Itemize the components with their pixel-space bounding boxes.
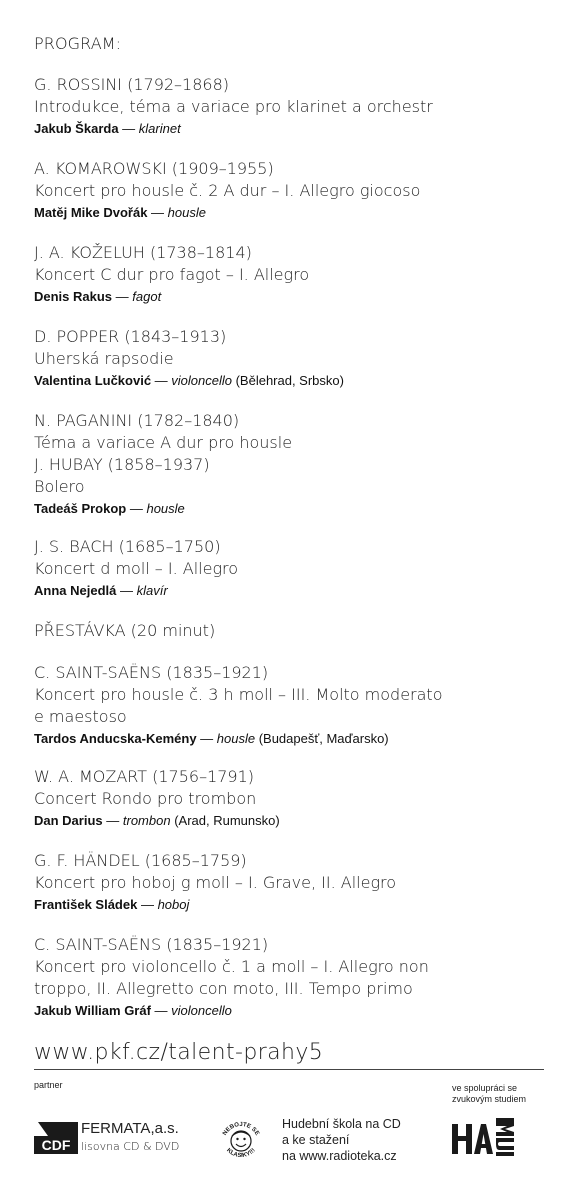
svg-text:NEBOJTE SE: NEBOJTE SE	[222, 1121, 260, 1137]
composer-line: W. A. MOZART (1756–1791)	[34, 767, 255, 786]
hamu-logo-text: HAMU	[452, 1116, 456, 1117]
performer-origin: (Bělehrad, Srbsko)	[231, 373, 344, 388]
performer-name: František Sládek	[34, 897, 138, 912]
performer-instrument: klarinet	[138, 121, 181, 136]
composer-line: G. F. HÄNDEL (1685–1759)	[34, 851, 247, 870]
performer-separator: —	[151, 373, 172, 388]
composer-line: J. A. KOŽELUH (1738–1814)	[34, 243, 252, 262]
cdf-logo-text: CDF	[41, 1137, 71, 1153]
program-item	[34, 934, 554, 1021]
work-line: J. HUBAY (1858–1937)	[34, 455, 210, 474]
program-item	[34, 620, 554, 642]
program-heading: PROGRAM:	[34, 34, 122, 53]
performer-line	[34, 499, 554, 519]
performer-name: Denis Rakus	[34, 289, 113, 304]
fermata-logo	[34, 1120, 204, 1160]
program-item	[34, 410, 554, 519]
cdf-logo-icon	[34, 1122, 78, 1154]
program-item	[34, 326, 554, 391]
performer-name: Valentina Lučković	[34, 373, 152, 388]
performer-instrument: trombon	[122, 813, 171, 828]
performer-name: Tardos Anducska-Kemény	[34, 731, 197, 746]
composer-line: D. POPPER (1843–1913)	[34, 327, 227, 346]
cooperation-line: zvukovým studiem	[452, 1094, 527, 1104]
composer-line: N. PAGANINI (1782–1840)	[34, 411, 240, 430]
performer-instrument: fagot	[132, 289, 162, 304]
work-line: Concert Rondo pro trombon	[34, 789, 257, 808]
work-line: Koncert pro housle č. 3 h moll – III. Molto moderato	[34, 685, 443, 704]
program-item	[34, 158, 554, 223]
performer-separator: —	[116, 583, 137, 598]
work-line: Téma a variace A dur pro housle	[34, 433, 293, 452]
fermata-name: FERMATA,a.s.	[81, 1120, 179, 1137]
performer-instrument: violoncello	[171, 373, 232, 388]
performer-line	[34, 371, 554, 391]
work-line: Koncert d moll – I. Allegro	[34, 559, 239, 578]
work-line: Koncert C dur pro fagot – I. Allegro	[34, 265, 310, 284]
performer-name: Anna Nejedlá	[34, 583, 117, 598]
program-item	[34, 766, 554, 831]
performer-separator: —	[137, 897, 158, 912]
performer-separator: —	[147, 205, 168, 220]
partner-label: partner	[34, 1080, 63, 1090]
nebojte-se-klasiky-icon	[216, 1116, 266, 1166]
work-line: Koncert pro violoncello č. 1 a moll – I. Allegro non	[34, 957, 429, 976]
performer-name: Matěj Mike Dvořák	[34, 205, 148, 220]
composer-line: G. ROSSINI (1792–1868)	[34, 75, 230, 94]
composer-line: A. KOMAROWSKI (1909–1955)	[34, 159, 274, 178]
composer-line: PŘESTÁVKA (20 minut)	[34, 621, 216, 640]
performer-line	[34, 287, 554, 307]
work-line: Uherská rapsodie	[34, 349, 174, 368]
radioteka-line: Hudební škola na CD	[282, 1117, 401, 1131]
performer-name: Dan Darius	[34, 813, 103, 828]
program-item	[34, 242, 554, 307]
performer-name: Tadeáš Prokop	[34, 501, 127, 516]
composer-line: C. SAINT-SAËNS (1835–1921)	[34, 663, 269, 682]
work-line: Koncert pro hoboj g moll – I. Grave, II. Allegro	[34, 873, 397, 892]
work-line: Koncert pro housle č. 2 A dur – I. Allegro giocoso	[34, 181, 421, 200]
performer-line	[34, 729, 554, 749]
work-line: troppo, II. Allegretto con moto, III. Tempo primo	[34, 979, 413, 998]
performer-separator: —	[196, 731, 217, 746]
performer-line	[34, 811, 554, 831]
performer-instrument: housle	[146, 501, 185, 516]
composer-line: J. S. BACH (1685–1750)	[34, 537, 221, 556]
cooperation-line: ve spolupráci se	[452, 1083, 518, 1093]
performer-separator: —	[150, 1003, 172, 1018]
fermata-subtitle: lisovna CD & DVD	[81, 1140, 180, 1153]
performer-separator: —	[102, 813, 123, 828]
performer-origin: (Arad, Rumunsko)	[170, 813, 280, 828]
performer-separator: —	[118, 121, 139, 136]
performer-separator: —	[126, 501, 147, 516]
url-underline	[34, 1069, 544, 1070]
radioteka-line: na www.radioteka.cz	[282, 1149, 397, 1163]
svg-text:KLASIKY!!!: KLASIKY!!!	[225, 1147, 257, 1160]
work-line: Introdukce, téma a variace pro klarinet a orchestr	[34, 97, 433, 116]
performer-instrument: violoncello	[171, 1003, 232, 1018]
performer-line	[34, 581, 554, 601]
radioteka-text	[282, 1116, 401, 1164]
performer-line	[34, 1001, 554, 1021]
performer-separator: —	[112, 289, 133, 304]
work-line: e maestoso	[34, 707, 127, 726]
performer-name: Jakub William Gráf	[34, 1003, 151, 1018]
hamu-logo-icon	[452, 1116, 520, 1160]
performer-line	[34, 895, 554, 915]
performer-instrument: klavír	[136, 583, 168, 598]
composer-line: C. SAINT-SAËNS (1835–1921)	[34, 935, 269, 954]
cooperation-text	[452, 1083, 562, 1105]
program-item	[34, 662, 554, 749]
performer-name: Jakub Škarda	[34, 121, 119, 136]
performer-line	[34, 119, 554, 139]
website-url[interactable]: www.pkf.cz/talent-prahy5	[34, 1040, 324, 1065]
program-item	[34, 74, 554, 139]
performer-instrument: hoboj	[157, 897, 190, 912]
program-item	[34, 850, 554, 915]
program-item	[34, 536, 554, 601]
performer-line	[34, 203, 554, 223]
work-line: Bolero	[34, 477, 85, 496]
performer-instrument: housle	[216, 731, 256, 746]
performer-instrument: housle	[167, 205, 206, 220]
radioteka-line: a ke stažení	[282, 1133, 350, 1147]
performer-origin: (Budapešť, Maďarsko)	[255, 731, 389, 746]
